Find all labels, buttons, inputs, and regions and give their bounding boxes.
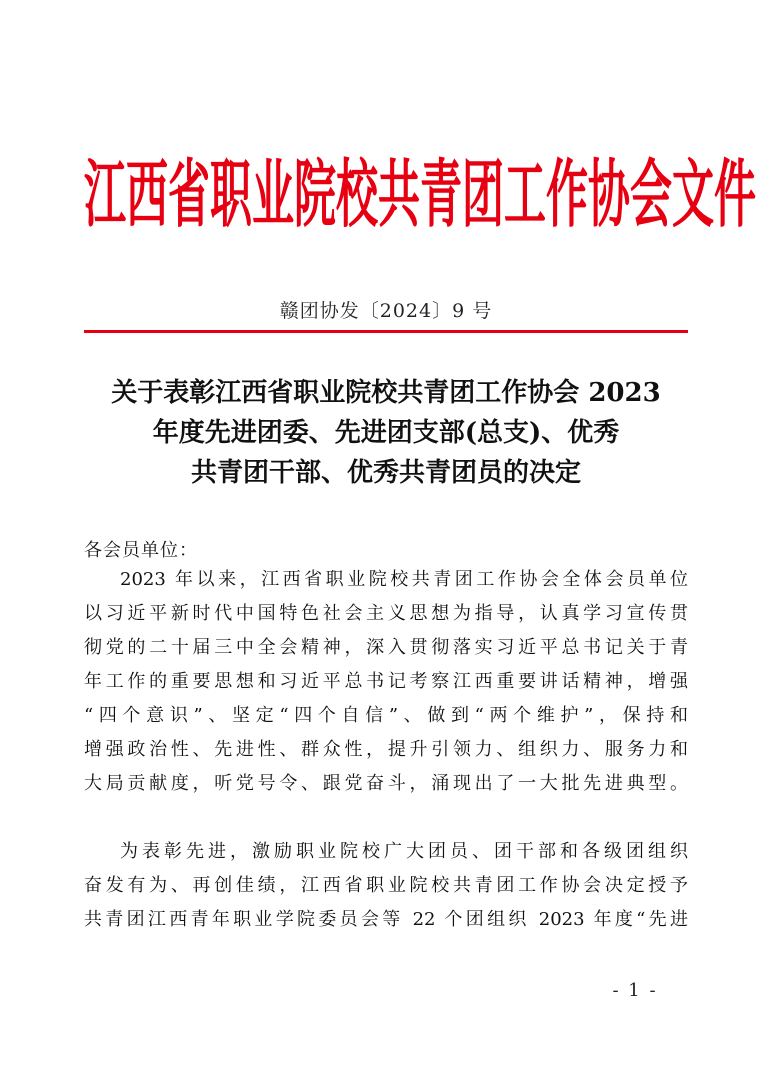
paragraph-line: 2023 年以来，江西省职业院校共青团工作协会全体会员单位 [120, 569, 688, 590]
title-line: 关于表彰江西省职业院校共青团工作协会 2023 [111, 378, 661, 408]
paragraph-line: 大局贡献度，听党号令、跟党奋斗，涌现出了一大批先进典型。 [84, 773, 688, 794]
paragraph-line: 奋发有为、再创佳绩，江西省职业院校共青团工作协会决定授予 [84, 875, 688, 896]
paragraph-line: “四个意识”、坚定“四个自信”、做到“两个维护”，保持和 [84, 705, 688, 726]
title-line: 共青团干部、优秀共青团员的决定 [190, 458, 581, 488]
page-number: - 1 - [612, 980, 658, 1001]
salutation: 各会员单位： [84, 540, 198, 561]
body-paragraph [84, 835, 688, 937]
paragraph-line: 增强政治性、先进性、群众性，提升引领力、组织力、服务力和 [84, 739, 688, 760]
red-divider-line [84, 330, 688, 333]
issuer-masthead: 江西省职业院校共青团工作协会文件 [84, 151, 757, 237]
body-paragraph [84, 563, 688, 801]
paragraph-line: 彻党的二十届三中全会精神，深入贯彻落实习近平总书记关于青 [84, 637, 688, 658]
paragraph-line: 为表彰先进，激励职业院校广大团员、团干部和各级团组织 [120, 841, 688, 862]
document-title [60, 373, 712, 493]
title-line: 年度先进团委、先进团支部(总支)、优秀 [152, 418, 620, 448]
paragraph-line: 年工作的重要思想和习近平总书记考察江西重要讲话精神，增强 [84, 671, 688, 692]
paragraph-line: 以习近平新时代中国特色社会主义思想为指导，认真学习宣传贯 [84, 603, 688, 624]
paragraph-line: 共青团江西青年职业学院委员会等 22 个团组织 2023 年度“先进 [84, 909, 688, 930]
document-number: 赣团协发〔2024〕9 号 [279, 300, 493, 322]
